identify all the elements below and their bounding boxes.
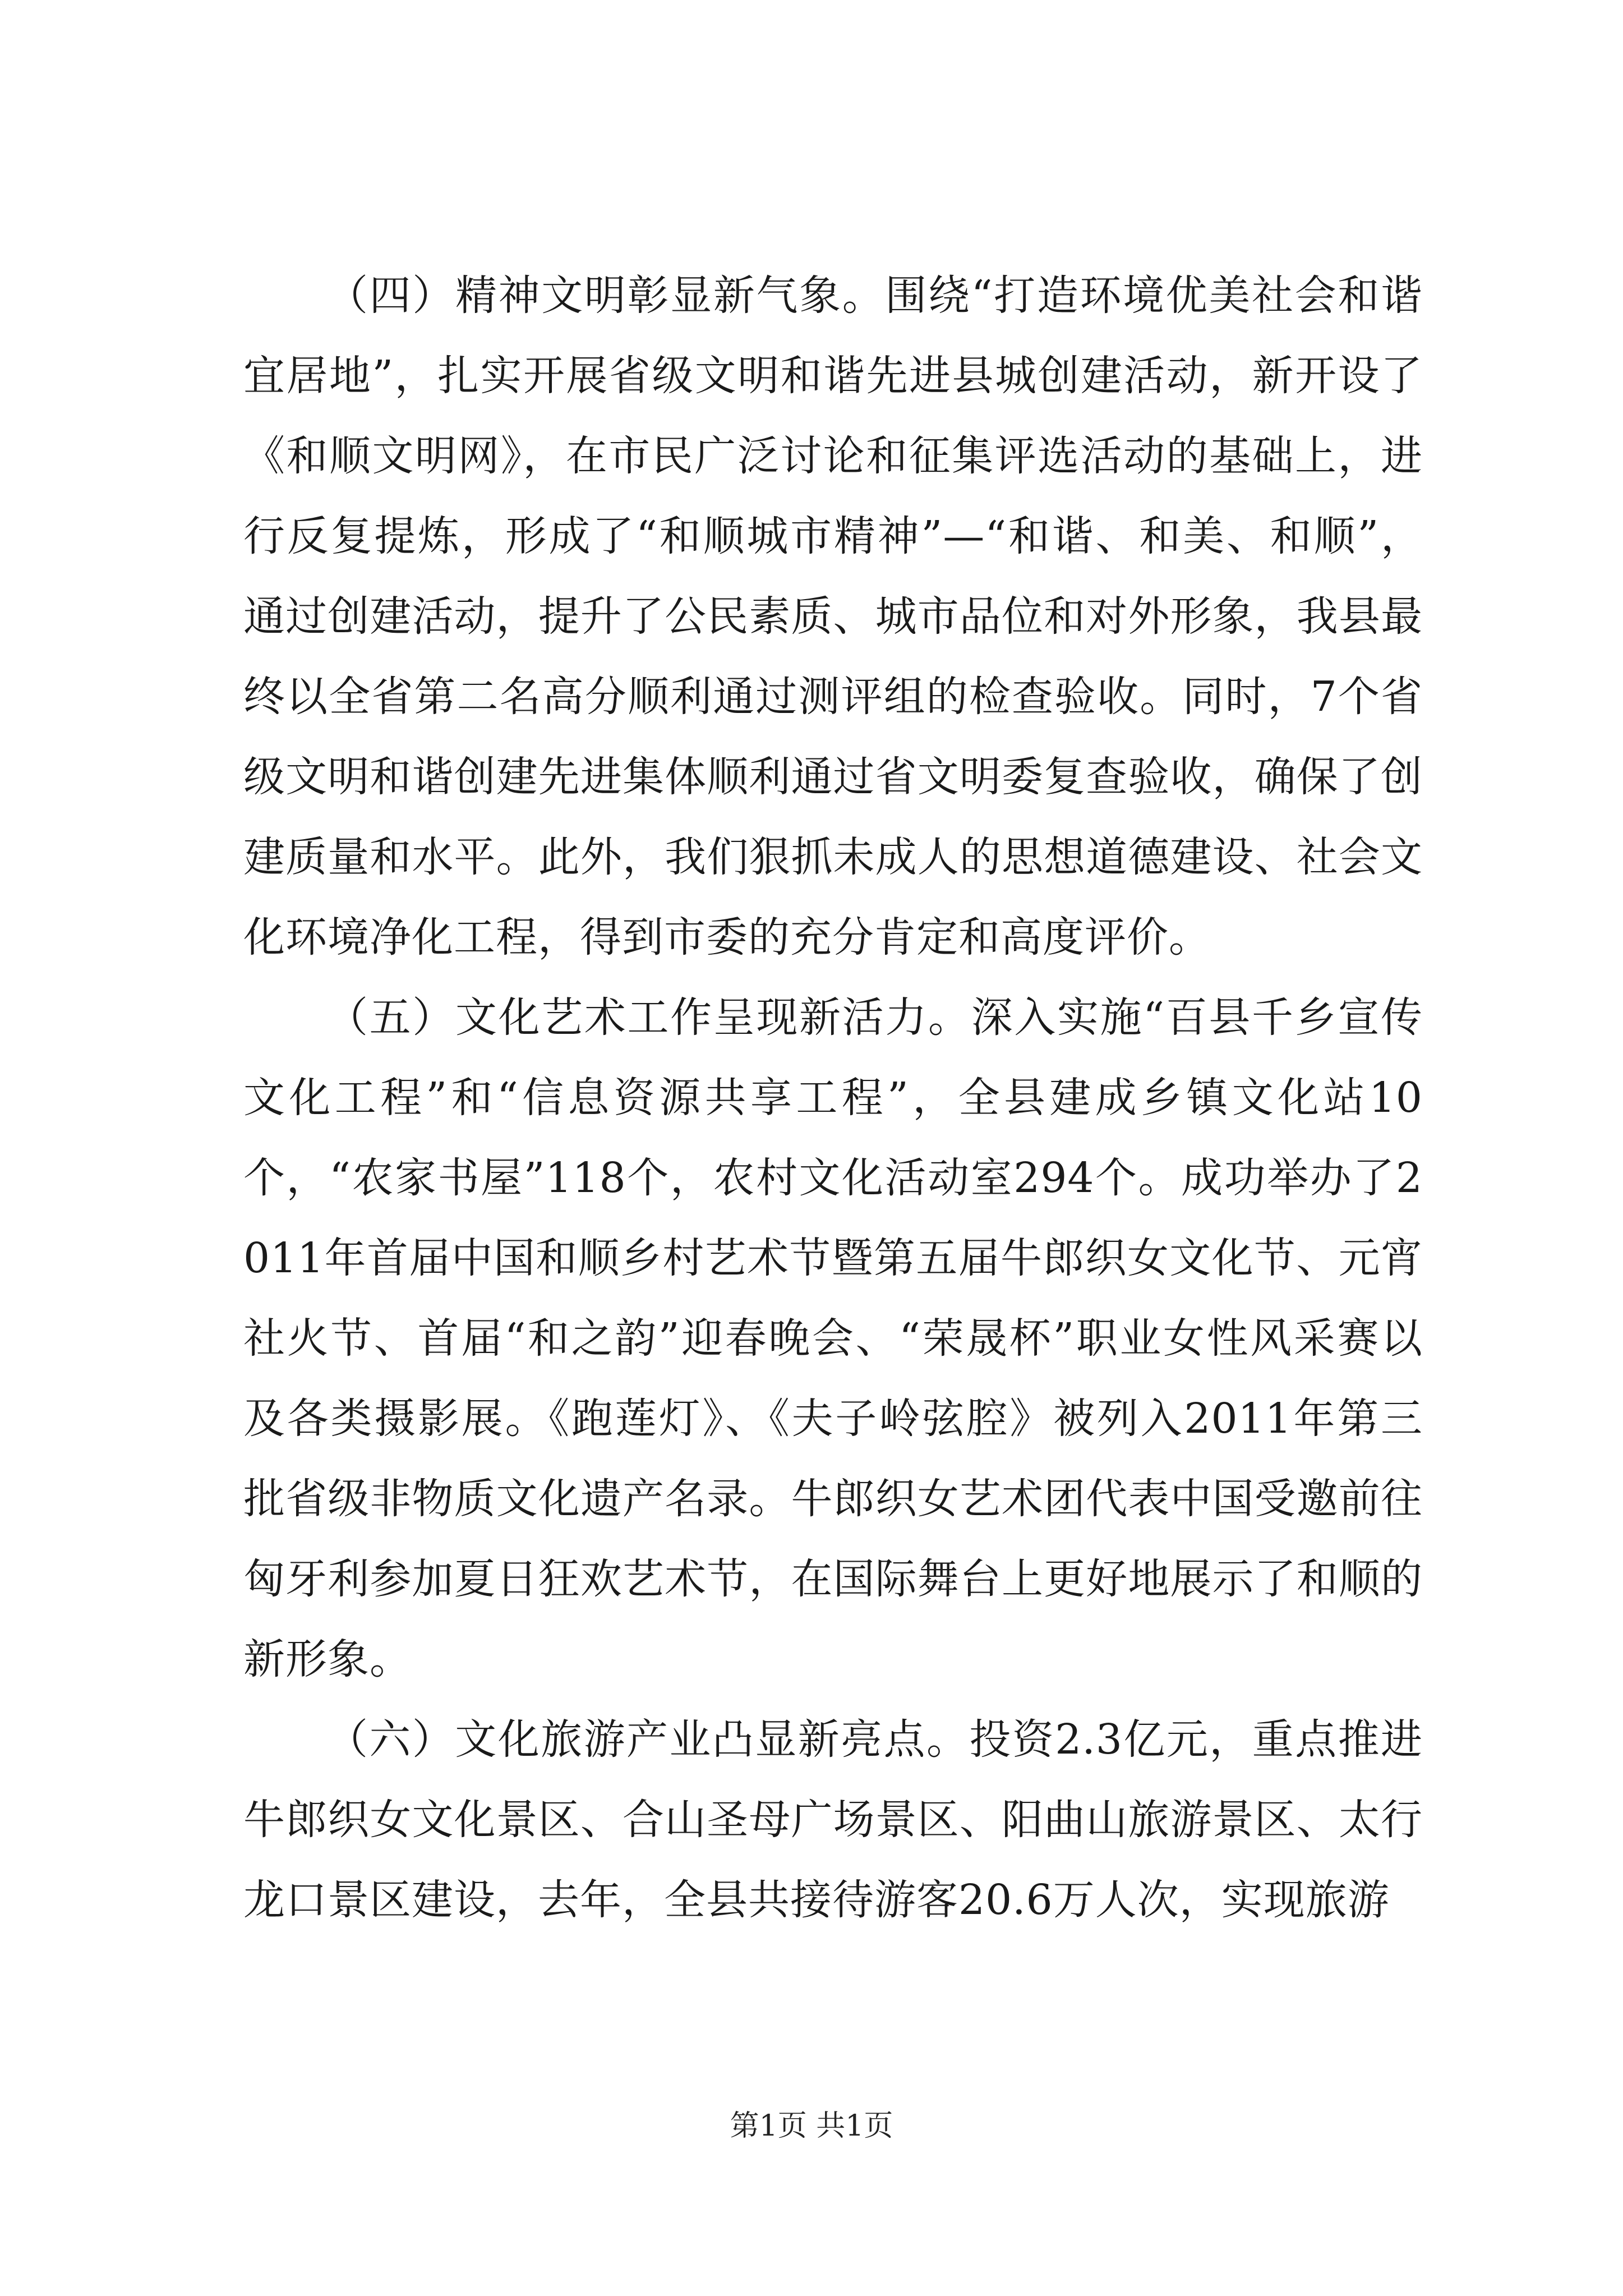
page-footer: 第1页 共1页 — [730, 2109, 893, 2143]
document-body — [243, 256, 1423, 1940]
paragraph-culture-arts: （五）文化艺术工作呈现新活力。深入实施“百县千乡宣传文化工程”和“信息资源共享工程”，全县建成乡镇文化站10个，“农家书屋”118个，农村文化活动室294个。成功举办了2011年首届中国和顺乡村艺术节暨第五届牛郎织女文化节、元宵社火节、首届“和之韵”迎春晚会、“荣晟杯”职业女性风采赛以及各类摄影展。《跑莲灯》、《夫子岭弦腔》被列入2011年第三批省级非物质文化遗产名录。牛郎织女艺术团代表中国受邀前往匈牙利参加夏日狂欢艺术节，在国际舞台上更好地展示了和顺的新形象。 — [243, 993, 1423, 1683]
paragraph-spiritual-civilization: （四）精神文明彰显新气象。围绕“打造环境优美社会和谐宜居地”，扎实开展省级文明和谐先进县城创建活动，新开设了《和顺文明网》，在市民广泛讨论和征集评选活动的基础上，进行反复提炼，形成了“和顺城市精神”—“和谐、和美、和顺”，通过创建活动，提升了公民素质、城市品位和对外形象，我县最终以全省第二名高分顺利通过测评组的检查验收。同时，7个省级文明和谐创建先进集体顺利通过省文明委复查验收，确保了创建质量和水平。此外，我们狠抓未成人的思想道德建设、社会文化环境净化工程，得到市委的充分肯定和高度评价。 — [243, 272, 1423, 961]
paragraph-culture-tourism: （六）文化旅游产业凸显新亮点。投资2.3亿元，重点推进牛郎织女文化景区、合山圣母广场景区、阳曲山旅游景区、太行龙口景区建设，去年，全县共接待游客20.6万人次，实现旅游 — [243, 1715, 1423, 1924]
